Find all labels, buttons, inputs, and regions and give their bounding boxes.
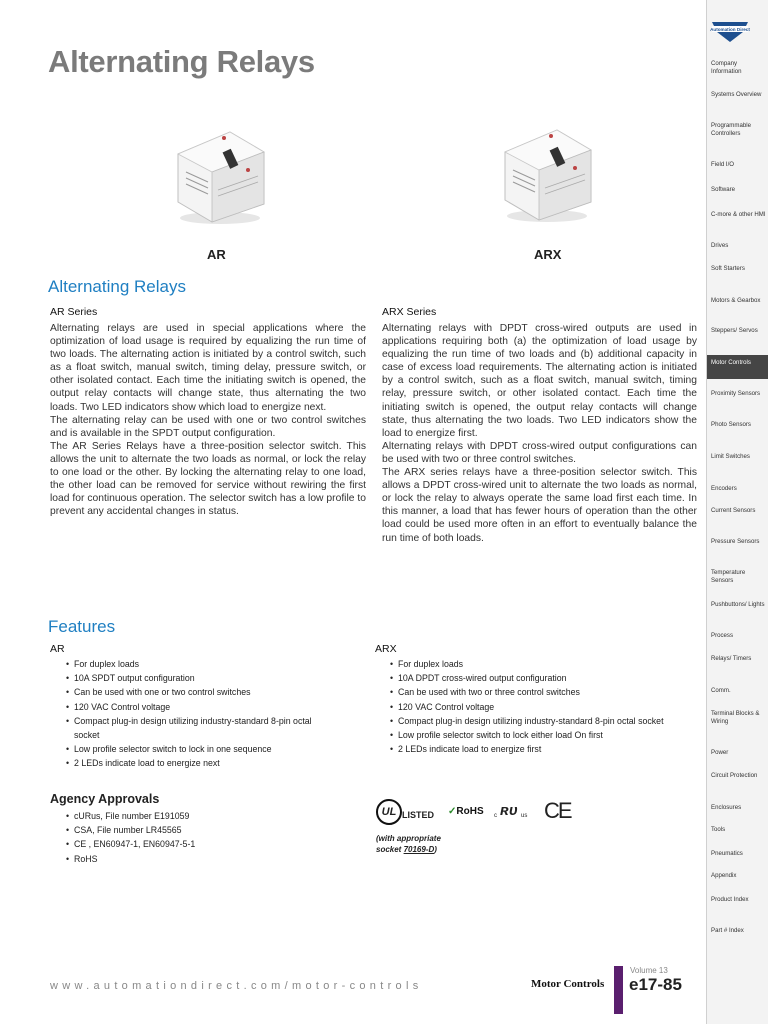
list-item: • 2 LEDs indicate load to energize next <box>66 756 316 770</box>
list-item: • cURus, File number E191059 <box>66 809 316 823</box>
features-ar-list <box>66 657 316 771</box>
paragraph: The ARX series relays have a three-position selector switch. This allows a DPDT cross-wired unit to alternate the two loads as normal, or lock the relay to always operate the same load first each time. In this manner, a load that has fewer hours of operation than the other load could be used more often in an effort to eventually balance the run time of both loads. <box>382 467 697 544</box>
sidebar-item-steppers-servos[interactable]: Steppers/ Servos <box>711 327 758 334</box>
sidebar-item-product-index[interactable]: Product Index <box>711 896 749 903</box>
features-arx-heading: ARX <box>375 643 397 655</box>
svg-text:Automation Direct: Automation Direct <box>710 27 750 32</box>
features-title: Features <box>48 617 116 636</box>
socket-note: (with appropriate socket 70169-D) <box>376 834 441 854</box>
sidebar-item-comm[interactable]: Comm. <box>711 687 731 694</box>
rohs-icon: ✓RoHS <box>448 806 484 817</box>
list-item: • Low profile selector switch to lock in one sequence <box>66 742 316 756</box>
page-title: Alternating Relays <box>48 44 315 79</box>
sidebar-item-programmable-controllers[interactable]: Programmable Controllers <box>711 122 751 138</box>
agency-approvals-list <box>66 809 316 866</box>
list-item: • Can be used with two or three control switches <box>390 685 670 699</box>
section-title: Alternating Relays <box>48 277 186 296</box>
sidebar-item-cmore-hmi[interactable]: C-more & other HMI <box>711 211 766 218</box>
sidebar-item-current-sensors[interactable]: Current Sensors <box>711 507 756 514</box>
footer-url[interactable]: www.automationdirect.com/motor-controls <box>50 980 423 992</box>
sidebar-item-motors-gearbox[interactable]: Motors & Gearbox <box>711 297 761 304</box>
automationdirect-logo-icon <box>710 18 750 44</box>
sidebar-item-proximity-sensors[interactable]: Proximity Sensors <box>711 390 761 397</box>
listed-text: LISTED <box>402 810 435 820</box>
sidebar-item-soft-starters[interactable]: Soft Starters <box>711 265 745 272</box>
ur-recognized-icon: c ʀᴜ us <box>494 802 528 819</box>
footer-volume: Volume 13 <box>630 966 668 975</box>
footer-section: Motor Controls <box>531 978 605 990</box>
sidebar-item-pressure-sensors[interactable]: Pressure Sensors <box>711 538 760 545</box>
paragraph: Alternating relays with DPDT cross-wired output configurations can be used with two or three control switches. <box>382 440 697 465</box>
sidebar-item-terminal-blocks-wiring[interactable]: Terminal Blocks & Wiring <box>711 710 760 726</box>
sidebar-item-field-io[interactable]: Field I/O <box>711 161 735 168</box>
sidebar-item-part-index[interactable]: Part # Index <box>711 927 744 934</box>
sidebar-item-enclosures[interactable]: Enclosures <box>711 804 742 811</box>
sidebar-item-temperature-sensors[interactable]: Temperature Sensors <box>711 569 746 585</box>
ar-image-label: AR <box>207 247 226 262</box>
ar-relay-image <box>168 112 272 228</box>
certification-logos <box>376 799 586 831</box>
arx-relay-image <box>495 110 599 226</box>
list-item: • 2 LEDs indicate load to energize first <box>390 742 670 756</box>
footer-page-number: e17-85 <box>629 975 682 994</box>
arx-series-heading: ARX Series <box>382 306 437 318</box>
ar-description <box>50 322 366 518</box>
agency-approvals-title: Agency Approvals <box>50 792 160 806</box>
sidebar-item-encoders[interactable]: Encoders <box>711 485 737 492</box>
section-sidebar <box>706 0 768 1024</box>
paragraph: Alternating relays with DPDT cross-wired outputs are used in applications requiring both (a) the optimization of load usage by equalizing the run time of two loads and (b) additional capacity in case of excess load requirements. The alternating action is initiated by a control switch, such as a float switch, manual switch, timing relay, pressure switch, or other isolated contact. Each time the initiating switch is opened, the output relay contacts will change state, thus alternating the two loads. Two LED indicators show the load to energize first. <box>382 323 697 439</box>
features-ar-heading: AR <box>50 643 65 655</box>
sidebar-item-pneumatics[interactable]: Pneumatics <box>711 850 743 857</box>
sidebar-item-tools[interactable]: Tools <box>711 826 726 833</box>
list-item: • CSA, File number LR45565 <box>66 823 316 837</box>
sidebar-item-limit-switches[interactable]: Limit Switches <box>711 453 750 460</box>
socket-link[interactable]: 70169-D <box>403 845 435 854</box>
list-item: • 120 VAC Control voltage <box>66 700 316 714</box>
sidebar-item-drives[interactable]: Drives <box>711 242 729 249</box>
features-arx-list <box>390 657 670 756</box>
list-item: • 10A DPDT cross-wired output configuration <box>390 671 670 685</box>
list-item: • 10A SPDT output configuration <box>66 671 316 685</box>
paragraph: The alternating relay can be used with one or two control switches and is available in the SPDT output configuration. <box>50 414 366 439</box>
ar-series-heading: AR Series <box>50 306 98 318</box>
list-item: • Compact plug-in design utilizing industry-standard 8-pin octal socket <box>390 714 670 728</box>
paragraph: The AR Series Relays have a three-position selector switch. This allows the unit to alternate the two loads as normal, or lock the relay to one load or the other. By locking the alternating relay to one load, the other load can be removed for service without rewiring the first load for continuous operation. The selector switch has a low profile to prevent any accidental changes in status. <box>50 440 366 518</box>
paragraph: Alternating relays are used in special applications where the optimization of load usage is required by equalizing the run time of two loads. The alternating action is initiated by a control switch, such as a float switch, manual switch, timing delay, pressure switch, or other isolated contact. Each time the initiating switch is opened, the output relay contacts will change state, thus alternating the two loads. Two LED indicators show which load to energize next. <box>50 323 366 413</box>
list-item: • Can be used with one or two control switches <box>66 685 316 699</box>
footer-bar <box>614 966 623 1014</box>
sidebar-item-software[interactable]: Software <box>711 186 736 193</box>
sidebar-item-circuit-protection[interactable]: Circuit Protection <box>711 772 758 779</box>
list-item: • For duplex loads <box>390 657 670 671</box>
sidebar-item-systems-overview[interactable]: Systems Overview <box>711 91 762 98</box>
arx-description <box>382 322 697 545</box>
list-item: • Compact plug-in design utilizing industry-standard 8-pin octal socket <box>66 714 316 742</box>
sidebar-item-pushbuttons-lights[interactable]: Pushbuttons/ Lights <box>711 601 765 608</box>
sidebar-item-appendix[interactable]: Appendix <box>711 872 737 879</box>
sidebar-item-company-information[interactable]: Company Information <box>711 60 742 76</box>
list-item: • Low profile selector switch to lock either load On first <box>390 728 670 742</box>
ce-mark-icon: CE <box>544 798 571 823</box>
ul-listed-icon: UL <box>376 799 402 825</box>
list-item: • For duplex loads <box>66 657 316 671</box>
sidebar-item-process[interactable]: Process <box>711 632 734 639</box>
list-item: • CE , EN60947-1, EN60947-5-1 <box>66 837 316 851</box>
sidebar-item-power[interactable]: Power <box>711 749 729 756</box>
sidebar-item-motor-controls[interactable]: Motor Controls <box>707 355 768 379</box>
sidebar-item-photo-sensors[interactable]: Photo Sensors <box>711 421 751 428</box>
list-item: • RoHS <box>66 852 316 866</box>
sidebar-item-relays-timers[interactable]: Relays/ Timers <box>711 655 752 662</box>
list-item: • 120 VAC Control voltage <box>390 700 670 714</box>
arx-image-label: ARX <box>534 247 562 262</box>
